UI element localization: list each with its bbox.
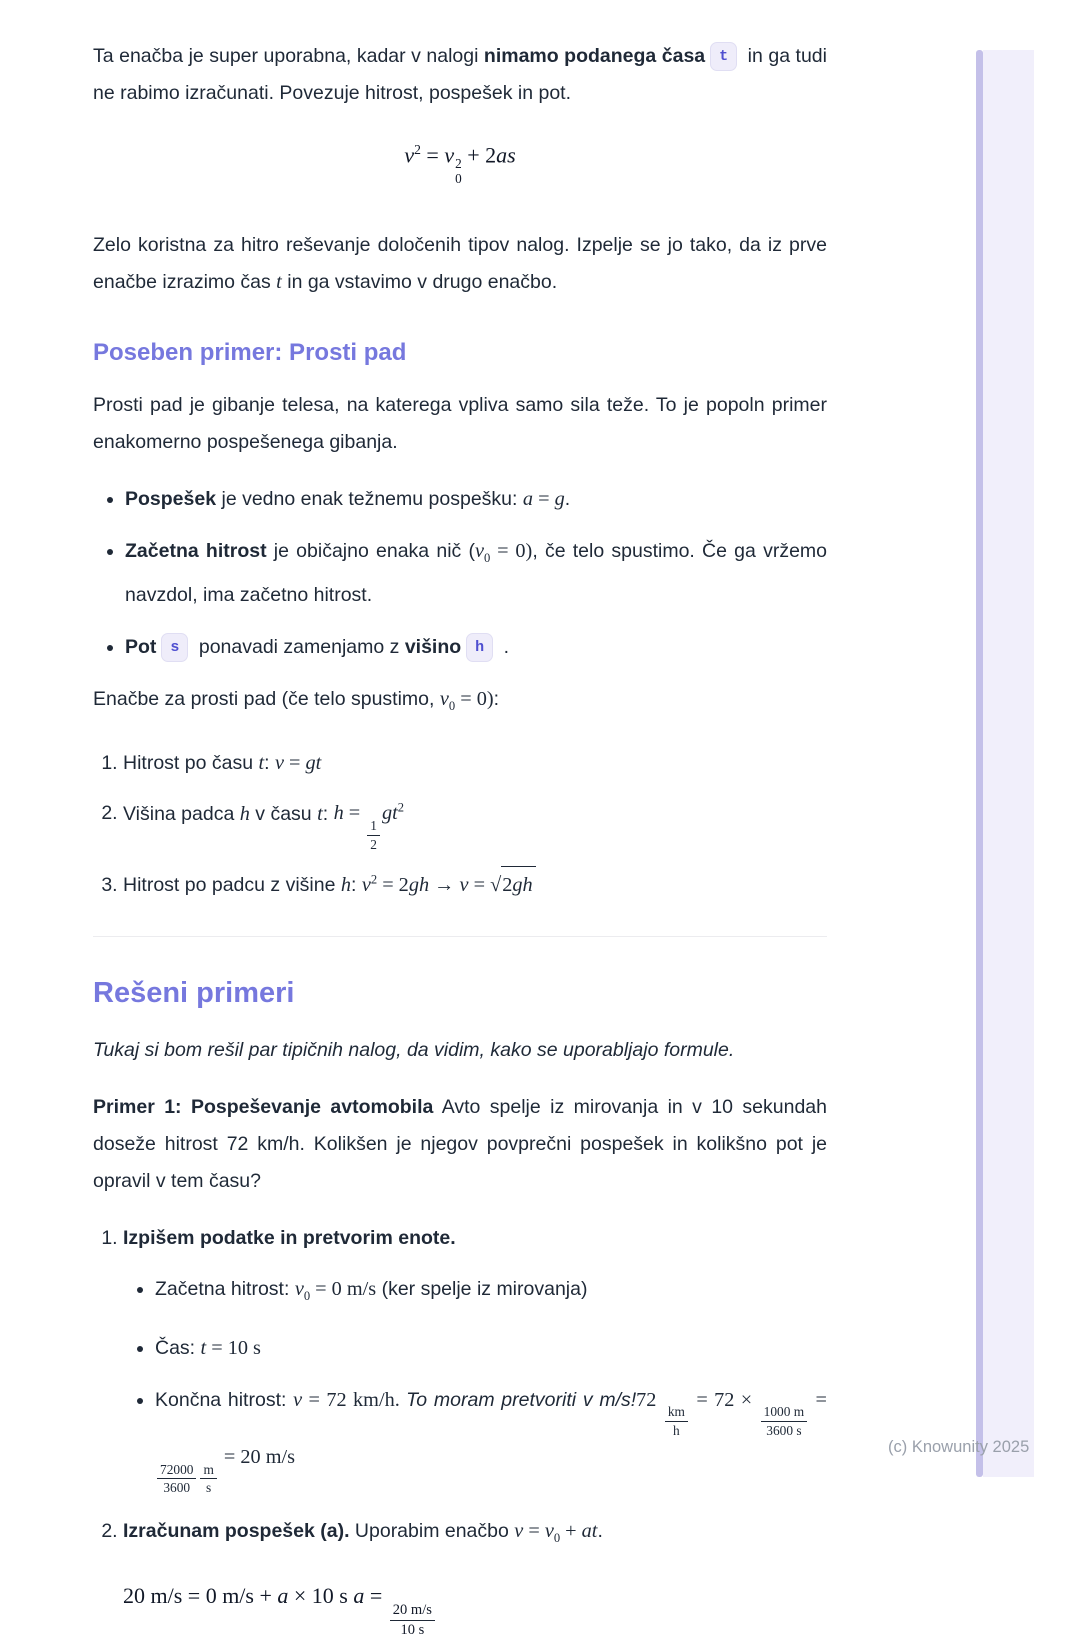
- text-run: Zelo koristna za hitro reševanje določenih tipov nalog. Izpelje se jo tako, da iz prve enačbe izrazimo čas: [93, 233, 827, 293]
- bold-text: nimamo podanega časa: [483, 45, 706, 67]
- math-inline: t = 10 s: [200, 1336, 261, 1359]
- code-badge-s: s: [161, 633, 188, 662]
- math-inline: v = gt: [274, 751, 322, 774]
- heading-reseni-primeri: Rešeni primeri: [93, 976, 295, 1009]
- math-inline: $v_0 = 0$ m/s: [294, 1277, 377, 1303]
- list-item: 1. Hitrost po času t: v = gt: [123, 745, 827, 782]
- list-item: • Pot s ponavadi zamenjamo z višino h .: [125, 629, 827, 666]
- derivation-paragraph: [93, 227, 827, 301]
- math-inline: 72 $\frac{km}{h}$ = 72 × $\frac{1000 m}{3600 s}$ = $\frac{72000}{3600}$ $\frac{m}{s}$ = 20 m/s: [155, 1389, 827, 1469]
- solved-lead-paragraph: Tukaj si bom rešil par tipičnih nalog, da vidim, kako se uporabljajo formule.: [93, 1038, 735, 1061]
- fraction: $\frac{1}{2}$: [367, 817, 380, 853]
- sqrt-sign: √: [490, 873, 502, 896]
- list-item: • Začetna hitrost je običajno enaka nič $(v_0 = 0)$, če telo spustimo. Če ga vržemo navzdol, ima začetno hitrost.: [125, 533, 827, 614]
- list-item-step2: 2. Izračunam pospešek (a). Uporabim enačbo $v = v_0$ + at.: [123, 1513, 827, 1557]
- list-item: 3. Hitrost po padcu z višine h: $v^2 = 2gh \to v = √2gh$: [123, 861, 827, 904]
- fraction: $\frac{1000 m}{3600 s}$: [761, 1403, 808, 1439]
- fraction: $\frac{20 m/s}{10 s}$: [390, 1601, 435, 1640]
- math-inline: $v_0 = 0$): [439, 687, 494, 713]
- primer1-paragraph: [93, 1089, 827, 1200]
- acceleration-calculation-formula: 20 m/s = 0 m/s + a × 10 s a = $\frac{20 m/s}{10 s}$: [123, 1583, 827, 1640]
- free-fall-equation-list: [93, 745, 827, 904]
- list-item: • Začetna hitrost: $v_0 = 0$ m/s (ker spelje iz mirovanja): [155, 1271, 827, 1315]
- code-badge-h: h: [466, 633, 493, 662]
- math-inline: $v = v_0$ + at: [514, 1519, 598, 1545]
- fraction: $\frac{km}{h}$: [665, 1403, 688, 1439]
- heading-prosti-pad: Poseben primer: Prosti pad: [93, 338, 407, 366]
- knowunity-watermark: (c) Knowunity 2025: [888, 1438, 1030, 1456]
- list-item: 2. Višina padca h v času t: h = $\frac{1}{2}$ $gt^2$: [123, 790, 827, 853]
- section-divider: [93, 936, 827, 937]
- scrollbar-thumb[interactable]: [976, 50, 983, 1477]
- list-item-step1: 1. Izpišem podatke in pretvorim enote. • Začetna hitrost: $v_0 = 0$ m/s (ker spelje iz mirovanja) • Čas: t = 10 s • Končna hitrost: v = 72 km/h. To moram pretvoriti v m/s!72 $\frac{km}{h}$ = 72 × $\frac{1000 m}{3600 s}$ = $\frac{72000}{3600}$ $\frac{m}{s}$ = 20 m/s: [123, 1220, 827, 1497]
- list-item: • Končna hitrost: v = 72 km/h. To moram pretvoriti v m/s!72 $\frac{km}{h}$ = 72 × $\frac{1000 m}{3600 s}$ = $\frac{72000}{3600}$ $\frac{m}{s}$ = 20 m/s: [155, 1382, 827, 1497]
- scrollbar-track[interactable]: [983, 50, 1034, 1477]
- text-run: in ga vstavimo v drugo enačbo.: [281, 270, 558, 293]
- document-content: [93, 38, 827, 1640]
- intro-paragraph: [93, 38, 827, 112]
- text-run: in ga tudi ne rabimo izračunati. Povezuje hitrost, pospešek in pot.: [93, 45, 827, 104]
- math-var: t: [276, 270, 282, 293]
- fraction: $\frac{72000}{3600}$: [157, 1461, 196, 1497]
- formula-v2-equation: $v^2 = v$ 2 0 + 2as: [404, 142, 516, 187]
- primer1-steps-list: [93, 1220, 827, 1557]
- free-fall-intro-paragraph: Prosti pad je gibanje telesa, na katerega vpliva samo sila teže. To je popoln primer enakomerno pospešenega gibanja.: [93, 393, 827, 453]
- text-run: Ta enačba je super uporabna, kadar v nalogi: [93, 45, 484, 67]
- equations-intro-paragraph: Enačbe za prosti pad (če telo spustimo, $v_0 = 0$):: [93, 687, 500, 713]
- math-inline: $v_0 = 0$): [475, 539, 533, 565]
- fraction: $\frac{m}{s}$: [200, 1461, 216, 1497]
- math-inline: $v^2 = 2gh \to v = √2gh$: [362, 874, 536, 896]
- code-badge-t: t: [710, 42, 737, 71]
- math-inline: v = 72 km/h.: [293, 1388, 407, 1411]
- math-inline: a = g: [522, 487, 565, 510]
- free-fall-bullet-list: [93, 481, 827, 666]
- step1-data-list: [123, 1271, 827, 1497]
- list-item: • Čas: t = 10 s: [155, 1330, 827, 1367]
- text-run: Avto spelje iz mirovanja in v 10 sekundah doseže hitrost 72 km/h. Kolikšen je njegov povprečni pospešek in kolikšno pot je opravil v tem času?: [93, 1095, 828, 1192]
- italic-note: To moram pretvoriti v m/s!: [406, 1388, 637, 1411]
- bold-text: Primer 1: Pospeševanje avtomobila: [93, 1095, 434, 1118]
- list-item: • Pospešek je vedno enak težnemu pospešku: a = g.: [125, 481, 827, 518]
- math-inline: h = $\frac{1}{2}$ $gt^2$: [333, 800, 404, 852]
- sqrt-radicand: 2gh: [501, 866, 535, 904]
